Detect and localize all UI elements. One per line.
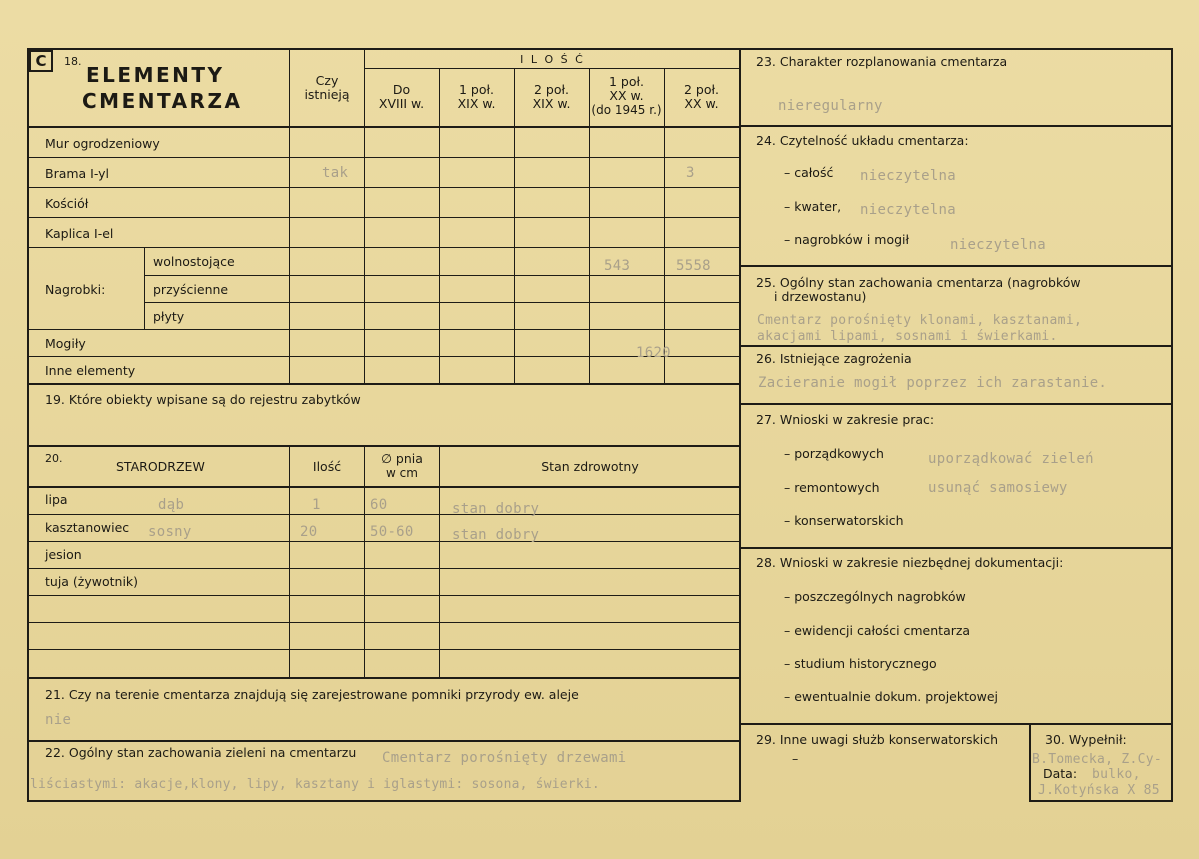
q25-label-line2: i drzewostanu) — [774, 289, 867, 304]
trees-col-diam-1: ∅ pnia — [381, 451, 423, 466]
trees-header: STARODRZEW — [116, 459, 205, 474]
q19-label: 19. Które obiekty wpisane są do rejestru zabytków — [45, 392, 361, 407]
trees-col-health: Stan zdrowotny — [541, 459, 639, 474]
tree-row-2-health: stan dobry — [452, 527, 540, 543]
section-number-20: 20. — [45, 452, 63, 465]
trees-col-qty: Ilość — [312, 459, 342, 474]
tree-row-1-qty: 1 — [312, 497, 321, 513]
tree-row-1-name: lipa — [45, 492, 68, 507]
q28-label: 28. Wnioski w zakresie niezbędnej dokumentacji: — [756, 555, 1064, 570]
row-inne: Inne elementy — [45, 363, 136, 378]
q22-answer-line2: liściastymi: akacje,klony, lipy, kasztany i iglastymi: sosona, świerki. — [30, 777, 600, 792]
q24-kwater-answer: nieczytelna — [860, 202, 957, 218]
q25-answer-line1: Cmentarz porośnięty klonami, kasztanami, — [757, 313, 1083, 328]
row-mogily: Mogiły — [45, 336, 86, 351]
q21-answer: nie — [45, 712, 72, 728]
title-line-1: ELEMENTY — [86, 63, 225, 87]
q25-answer-line2: akacjami lipami, sosnami i świerkami. — [757, 329, 1058, 344]
period-5-line1: 2 poł. — [683, 82, 720, 97]
tree-row-1-diam: 60 — [370, 497, 388, 513]
q30-answer-line3: J.Kotyńska X 85 — [1038, 783, 1160, 798]
q28-item-2: – ewidencji całości cmentarza — [784, 623, 971, 638]
wolno-1xx-value: 543 — [604, 258, 631, 274]
row-przyscienne: przyścienne — [153, 282, 229, 297]
q24-nagrobkow: – nagrobków i mogił — [784, 232, 910, 247]
q27-label: 27. Wnioski w zakresie prac: — [756, 412, 935, 427]
brama-exists-value: tak — [322, 165, 349, 181]
q21-label: 21. Czy na terenie cmentarza znajdują się zarejestrowane pomniki przyrody ew. aleje — [45, 687, 579, 702]
q30-answer-line2: bulko, — [1092, 767, 1141, 782]
period-2-line2: XIX w. — [457, 96, 496, 111]
col-exists-line1: Czy — [315, 73, 339, 88]
title-line-2: CMENTARZA — [82, 89, 243, 113]
q28-item-4: – ewentualnie dokum. projektowej — [784, 689, 999, 704]
q24-label: 24. Czytelność układu cmentarza: — [756, 133, 969, 148]
tree-row-2-name: kasztanowiec — [45, 520, 130, 535]
tree-row-2-diam: 50-60 — [370, 524, 414, 540]
tree-row-4-name: tuja (żywotnik) — [45, 574, 139, 589]
mogily-1xx-value: 1620 — [636, 345, 671, 361]
q26-label: 26. Istniejące zagrożenia — [756, 351, 912, 366]
row-kosciol: Kościół — [45, 196, 89, 211]
row-mur: Mur ogrodzeniowy — [45, 136, 160, 151]
q30-date-label: Data: — [1043, 766, 1078, 781]
row-nagrobki: Nagrobki: — [45, 282, 106, 297]
row-plyty: płyty — [153, 309, 185, 324]
q22-label: 22. Ogólny stan zachowania zieleni na cmentarzu — [45, 745, 357, 760]
row-brama: Brama I-yl — [45, 166, 110, 181]
q29-label: 29. Inne uwagi służb konserwatorskich — [756, 732, 998, 747]
q27-porzadkowych: – porządkowych — [784, 446, 884, 461]
q24-kwater: – kwater, — [784, 199, 842, 214]
period-4-line2: XX w. — [609, 88, 644, 103]
tree-row-2-typed: sosny — [148, 524, 192, 540]
q30-label: 30. Wypełnił: — [1045, 732, 1127, 747]
q26-answer: Zacieranie mogił poprzez ich zarastanie. — [758, 375, 1108, 391]
q28-item-1: – poszczególnych nagrobków — [784, 589, 966, 604]
q27-konserwatorskich: – konserwatorskich — [784, 513, 904, 528]
q24-calosc-answer: nieczytelna — [860, 168, 957, 184]
q27-remontowych: – remontowych — [784, 480, 880, 495]
quantity-header: I L O Ś Ć — [520, 53, 585, 66]
period-1-line2: XVIII w. — [378, 96, 425, 111]
q30-answer-line1: B.Tomecka, Z.Cy- — [1032, 752, 1163, 767]
brama-2xx-value: 3 — [686, 165, 695, 181]
period-1-line1: Do — [392, 82, 411, 97]
tree-row-1-typed: dąb — [158, 497, 185, 513]
wolno-2xx-value: 5558 — [676, 258, 711, 274]
col-exists-line2: istnieją — [304, 87, 350, 102]
q29-answer: – — [792, 751, 799, 766]
q25-label-line1: 25. Ogólny stan zachowania cmentarza (nagrobków — [756, 275, 1081, 290]
period-3-line2: XIX w. — [532, 96, 571, 111]
q22-answer-line1: Cmentarz porośnięty drzewami — [382, 750, 627, 766]
q23-answer: nieregularny — [778, 98, 883, 114]
q28-item-3: – studium historycznego — [784, 656, 937, 671]
period-5-line2: XX w. — [684, 96, 719, 111]
section-number-18: 18. — [64, 55, 82, 68]
q24-calosc: – całość — [784, 165, 834, 180]
period-2-line1: 1 poł. — [458, 82, 495, 97]
tree-row-1-health: stan dobry — [452, 501, 540, 517]
period-4-line3: (do 1945 r.) — [591, 103, 662, 117]
tree-row-2-qty: 20 — [300, 524, 318, 540]
tree-row-3-name: jesion — [45, 547, 82, 562]
category-box: C — [29, 50, 53, 72]
q27-remontowych-answer: usunąć samosiewy — [928, 480, 1068, 496]
row-wolnostojace: wolnostojące — [153, 254, 235, 269]
q24-nagrobkow-answer: nieczytelna — [950, 237, 1047, 253]
q27-porzadkowych-answer: uporządkować zieleń — [928, 451, 1094, 467]
period-3-line1: 2 poł. — [533, 82, 570, 97]
q23-label: 23. Charakter rozplanowania cmentarza — [756, 54, 1008, 69]
period-4-line1: 1 poł. — [608, 74, 645, 89]
trees-col-diam-2: w cm — [386, 466, 418, 480]
row-kaplica: Kaplica I-el — [45, 226, 114, 241]
